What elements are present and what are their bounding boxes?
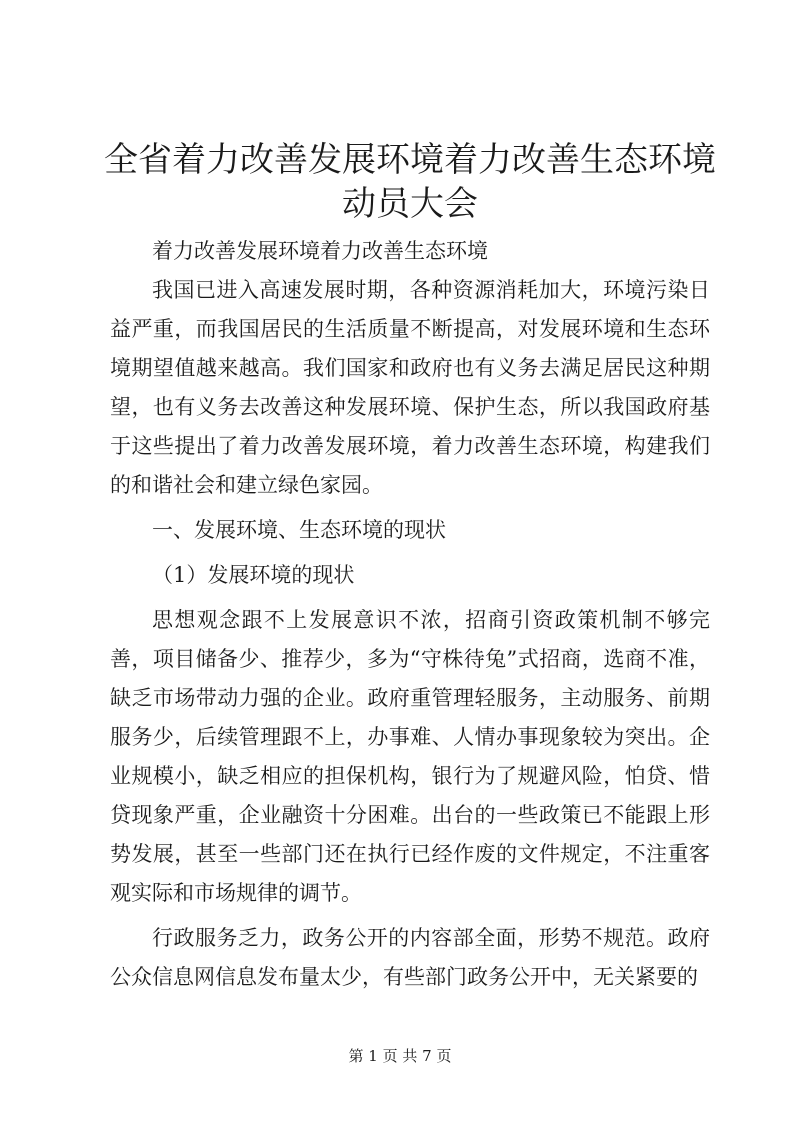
subsection-heading: （1）发展环境的现状 xyxy=(152,563,355,587)
section-heading: 一、发展环境、生态环境的现状 xyxy=(152,518,446,542)
body-paragraph: 思想观念跟不上发展意识不浓，招商引资政策机制不够完善，项目储备少、推荐少，多为“守株待兔”式招商，选商不准，缺乏市场带动力强的企业。政府重管理轻服务，主动服务、前期服务少，后续管理跟不上，办事难、人情办事现象较为突出。企业规模小，缺乏相应的担保机构，银行为了规避风险，怕贷、惜贷现象严重，企业融资十分困难。出台的一些政策已不能跟上形势发展，甚至一些部门还在执行已经作废的文件规定，不注重客观实际和市场规律的调节。 xyxy=(110,608,710,905)
body-paragraph: 行政服务乏力，政务公开的内容部全面，形势不规范。政府公众信息网信息发布量太少，有些部门政务公开中，无关紧要的 xyxy=(110,926,710,989)
subtitle-paragraph: 着力改善发展环境着力改善生态环境 xyxy=(152,239,488,263)
document-body xyxy=(110,232,710,997)
intro-paragraph: 我国已进入高速发展时期，各种资源消耗加大，环境污染日益严重，而我国居民的生活质量不断提高，对发展环境和生态环境期望值越来越高。我们国家和政府也有义务去满足居民这种期望，也有义务去改善这种发展环境、保护生态，所以我国政府基于这些提出了着力改善发展环境，着力改善生态环境，构建我们的和谐社会和建立绿色家园。 xyxy=(110,278,710,497)
page-number-footer: 第 1 页 共 7 页 xyxy=(348,1047,452,1065)
document-title: 全省着力改善发展环境着力改善生态环境动员大会 xyxy=(104,140,716,224)
